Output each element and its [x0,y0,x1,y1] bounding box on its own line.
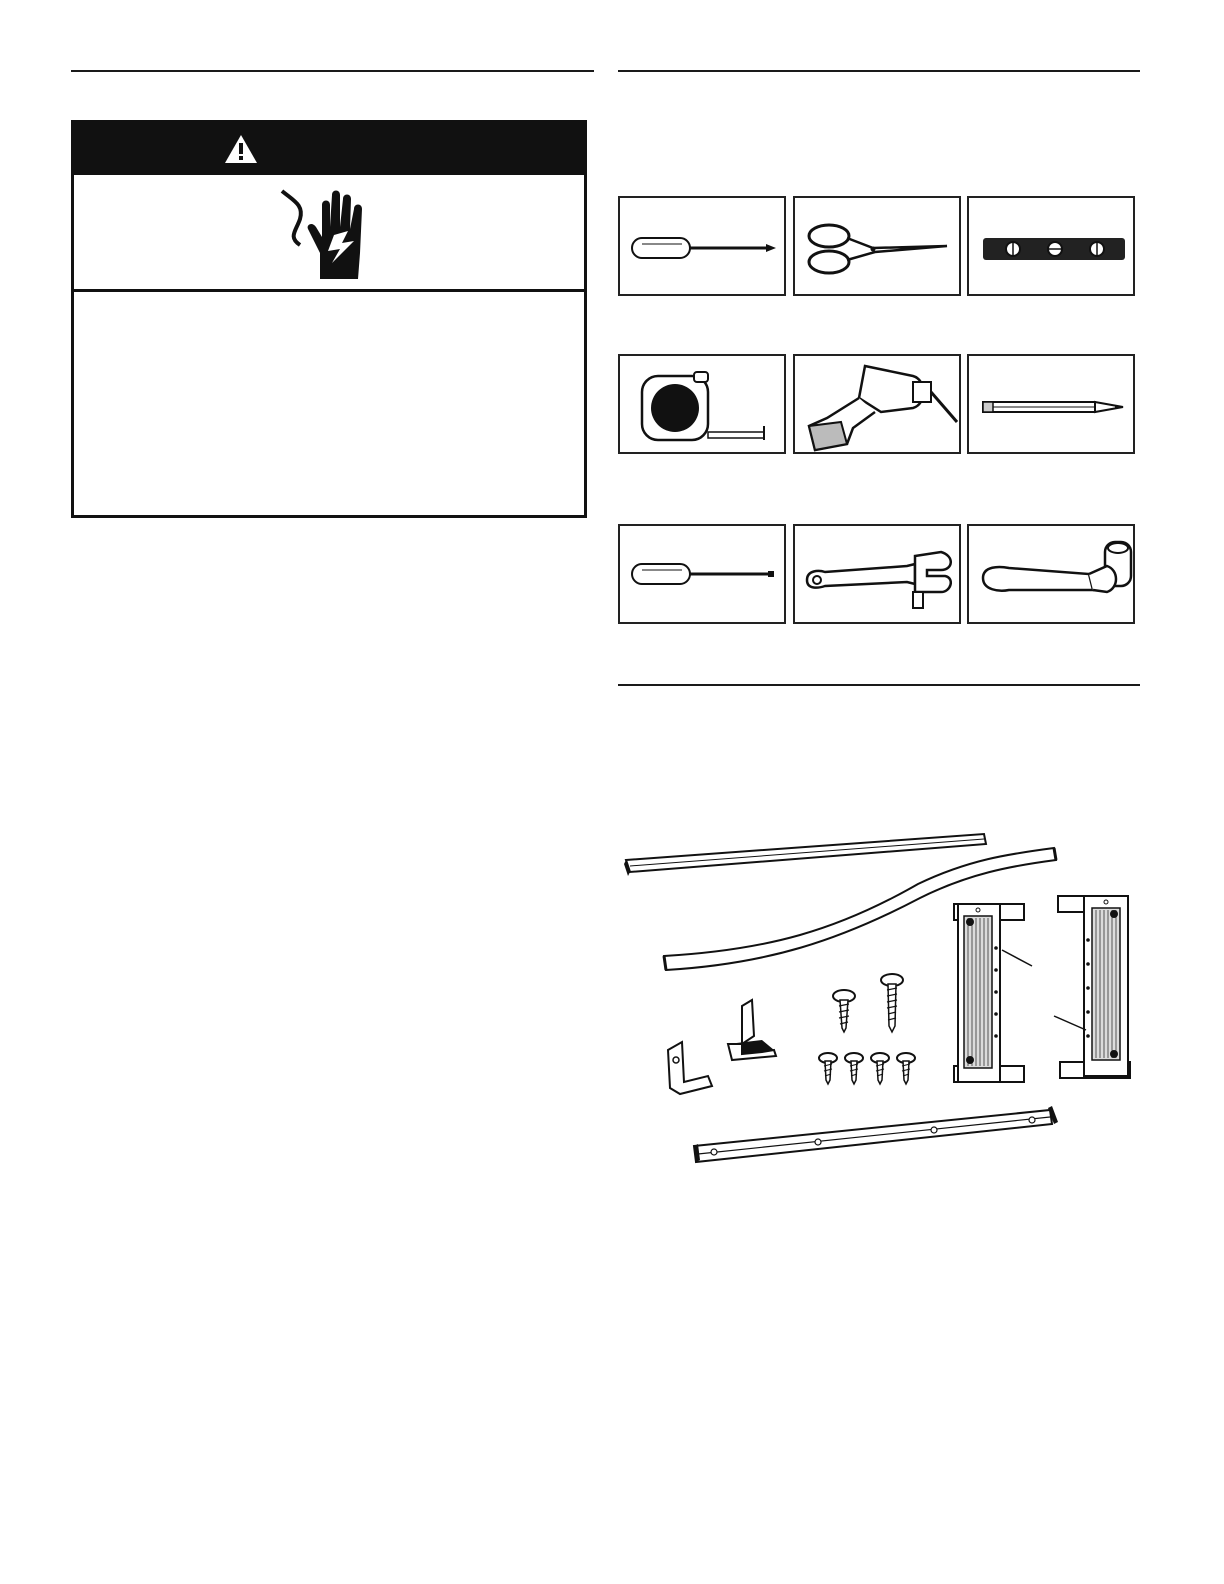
tool-level [967,196,1135,296]
warning-header-bar [74,123,584,175]
l-bracket [728,1000,776,1060]
short-screw [871,1053,889,1084]
warning-body [74,292,584,515]
tool-phillips-screwdriver [618,196,786,296]
tool-scissors [793,196,961,296]
side-curtain-right [1054,896,1130,1078]
adjustable-wrench-icon [795,526,963,626]
tool-socket-wrench [967,524,1135,624]
tool-flat-blade-screwdriver [618,524,786,624]
warning-box [71,120,587,518]
tool-tape-measure [618,354,786,454]
parts-illustration [618,820,1140,1180]
top-channel [624,834,986,876]
phillips-screwdriver-icon [620,198,788,298]
warning-symbol-row [74,175,584,292]
tape-measure-icon [620,356,788,456]
tool-adjustable-wrench [793,524,961,624]
scissors-icon [795,198,963,298]
long-screw [833,990,855,1032]
parts-section-rule [618,684,1140,686]
electrical-shock-hand-icon [274,183,374,283]
l-bracket [668,1042,712,1094]
tools-section-rule [618,70,1140,72]
short-screw [845,1053,863,1084]
sill-support-bracket [694,1106,1058,1162]
flat-blade-screwdriver-icon [620,526,788,626]
tool-power-drill [793,354,961,454]
warning-triangle-icon [224,134,258,164]
short-screw [819,1053,837,1084]
pencil-icon [969,356,1137,456]
level-icon [969,198,1137,298]
socket-wrench-icon [969,526,1137,626]
left-section-rule [71,70,594,72]
side-curtain-left [954,904,1032,1082]
long-screw [881,974,903,1032]
tool-pencil [967,354,1135,454]
short-screw [897,1053,915,1084]
power-drill-icon [795,356,963,456]
